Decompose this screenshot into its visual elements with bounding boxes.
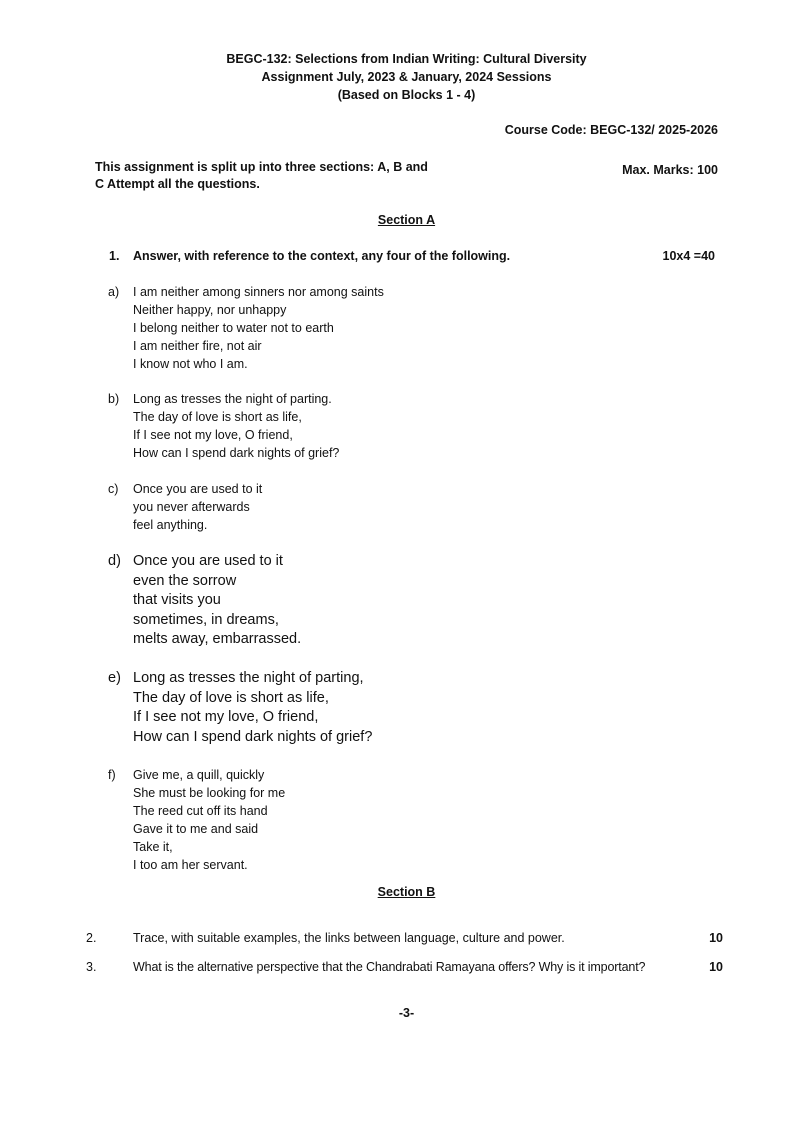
poem-line: She must be looking for me bbox=[133, 786, 286, 800]
max-marks: Max. Marks: 100 bbox=[622, 163, 718, 177]
poem-line: sometimes, in dreams, bbox=[133, 611, 279, 628]
question-1-text: Answer, with reference to the context, any four of the following. bbox=[133, 249, 511, 263]
question-2-marks: 10 bbox=[709, 931, 723, 945]
section-a-title: Section A bbox=[377, 213, 436, 227]
poem-line: Give me, a quill, quickly bbox=[133, 768, 265, 782]
poem-line: you never afterwards bbox=[133, 500, 250, 514]
page-number: -3- bbox=[398, 1006, 415, 1020]
item-e-label: e) bbox=[108, 670, 121, 686]
section-b-title: Section B bbox=[377, 885, 436, 899]
poem-line: Neither happy, nor unhappy bbox=[133, 303, 287, 317]
instructions-line-2: C Attempt all the questions. bbox=[95, 177, 260, 191]
item-e-poem bbox=[133, 669, 372, 747]
poem-line: feel anything. bbox=[133, 518, 208, 532]
question-3-text: What is the alternative perspective that the Chandrabati Ramayana offers? Why is it important? bbox=[133, 960, 646, 974]
poem-line: I know not who I am. bbox=[133, 357, 248, 371]
poem-line: I belong neither to water not to earth bbox=[133, 321, 334, 335]
poem-line: Long as tresses the night of parting, bbox=[133, 670, 364, 686]
question-2-number: 2. bbox=[86, 931, 97, 945]
item-c-poem bbox=[133, 480, 262, 534]
poem-line: The day of love is short as life, bbox=[133, 689, 329, 706]
poem-line: Once you are used to it bbox=[133, 553, 283, 569]
assignment-sessions: Assignment July, 2023 & January, 2024 Sessions bbox=[261, 70, 552, 84]
assignment-blocks: (Based on Blocks 1 - 4) bbox=[337, 88, 476, 102]
poem-line: Long as tresses the night of parting. bbox=[133, 392, 332, 406]
item-a-poem bbox=[133, 283, 384, 373]
poem-line: even the sorrow bbox=[133, 572, 237, 589]
poem-line: The day of love is short as life, bbox=[133, 410, 302, 424]
poem-line: that visits you bbox=[133, 592, 221, 608]
poem-line: Take it, bbox=[133, 840, 173, 854]
poem-line: If I see not my love, O friend, bbox=[133, 709, 319, 725]
poem-line: The reed cut off its hand bbox=[133, 804, 268, 818]
poem-line: I too am her servant. bbox=[133, 858, 248, 872]
poem-line: If I see not my love, O friend, bbox=[133, 428, 293, 442]
item-c-label: c) bbox=[108, 482, 119, 496]
poem-line: Once you are used to it bbox=[133, 482, 263, 496]
question-1-number: 1. bbox=[109, 249, 120, 263]
question-2-text: Trace, with suitable examples, the links between language, culture and power. bbox=[133, 931, 565, 945]
item-a-label: a) bbox=[108, 285, 120, 299]
poem-line: Gave it to me and said bbox=[133, 822, 259, 836]
poem-line: I am neither among sinners nor among saints bbox=[133, 285, 384, 299]
item-b-label: b) bbox=[108, 392, 120, 406]
poem-line: How can I spend dark nights of grief? bbox=[133, 446, 340, 460]
instructions-line-1: This assignment is split up into three sections: A, B and bbox=[95, 160, 428, 174]
question-3-number: 3. bbox=[86, 960, 97, 974]
course-code: Course Code: BEGC-132/ 2025-2026 bbox=[504, 123, 718, 137]
question-3-marks: 10 bbox=[709, 960, 723, 974]
item-b-poem bbox=[133, 390, 339, 462]
poem-line: melts away, embarrassed. bbox=[133, 631, 302, 647]
item-d-label: d) bbox=[108, 553, 121, 569]
assignment-title: BEGC-132: Selections from Indian Writing: Cultural Diversity bbox=[226, 52, 587, 66]
question-1-marks: 10x4 =40 bbox=[662, 249, 715, 263]
poem-line: I am neither fire, not air bbox=[133, 339, 262, 353]
poem-line: How can I spend dark nights of grief? bbox=[133, 728, 373, 745]
item-d-poem bbox=[133, 552, 301, 650]
item-f-poem bbox=[133, 766, 285, 874]
item-f-label: f) bbox=[108, 768, 116, 782]
